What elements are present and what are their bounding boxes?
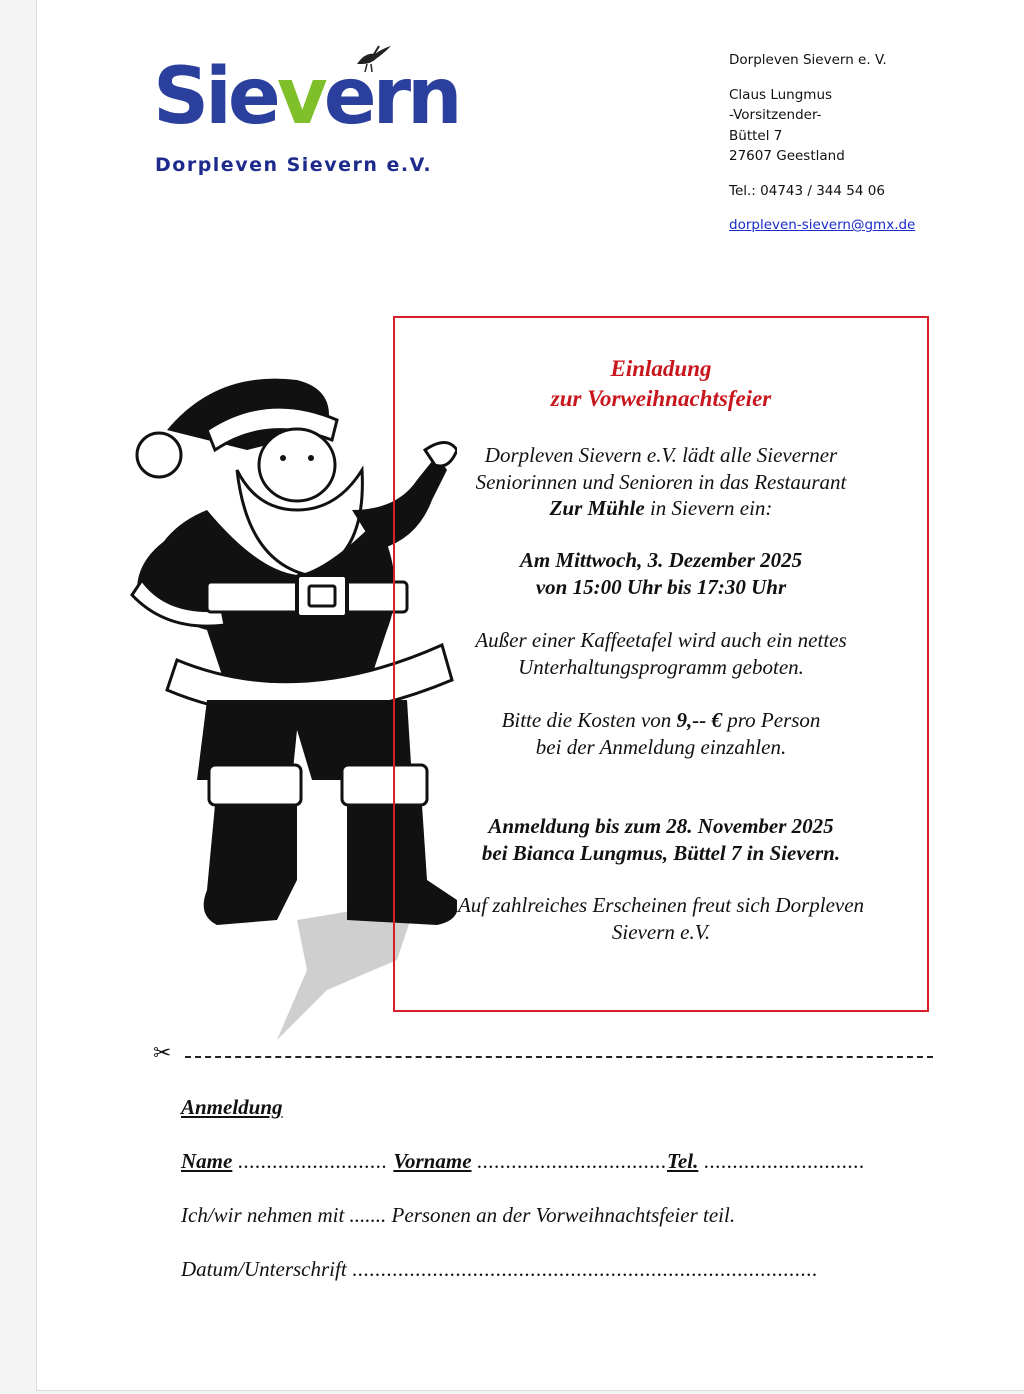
participants-line[interactable]: Ich/wir nehmen mit ....... Personen an der Vorweihnachtsfeier teil.: [181, 1203, 736, 1227]
signature-row: [181, 1257, 818, 1282]
address-street: Büttel 7: [729, 127, 783, 144]
cost-amount: 9,-- €: [676, 708, 723, 732]
vorname-label: Vorname: [393, 1149, 472, 1173]
event-date: Am Mittwoch, 3. Dezember 2025: [519, 548, 803, 572]
vorname-field[interactable]: .................................: [471, 1149, 668, 1173]
closing-text: Auf zahlreiches Erscheinen freut sich Dorpleven Sievern e.V.: [457, 893, 865, 944]
scissors-icon: ✂: [153, 1041, 172, 1066]
invitation-box: [393, 316, 929, 1012]
registration-deadline: Anmeldung bis zum 28. November 2025 bei Bianca Lungmus, Büttel 7 in Sievern.: [481, 814, 841, 865]
sender-address: [729, 50, 1009, 236]
tel-label: Tel.: [667, 1149, 699, 1173]
sievern-logo: [153, 34, 459, 184]
tel-field[interactable]: ............................: [698, 1149, 866, 1173]
address-phone: Tel.: 04743 / 344 54 06: [729, 182, 885, 199]
venue-name: Zur Mühle: [549, 496, 645, 520]
invitation-subtitle: zur Vorweihnachtsfeier: [550, 386, 772, 411]
dashed-divider: [185, 1056, 933, 1058]
address-role: -Vorsitzender-: [729, 107, 822, 123]
cut-line: [153, 1042, 933, 1066]
event-datetime: [395, 547, 927, 600]
participants-row: [181, 1203, 735, 1228]
cost-text: Bitte die Kosten von 9,-- € pro Person bei der Anmeldung einzahlen.: [501, 708, 821, 759]
address-name: Claus Lungmus: [729, 86, 833, 103]
signature-field[interactable]: .................................................................................: [346, 1257, 819, 1281]
address-org: Dorpleven Sievern e. V.: [729, 52, 887, 68]
invitation-intro: Dorpleven Sievern e.V. lädt alle Sieverner Seniorinnen und Senioren in das Restaurant Zur Mühle in Sievern ein:: [475, 443, 847, 520]
email-link[interactable]: dorpleven-sievern@gmx.de: [729, 217, 916, 233]
form-heading: Anmeldung: [181, 1095, 283, 1119]
logo-wordmark: Sievern: [153, 52, 459, 142]
name-row: [181, 1149, 865, 1174]
logo-subtitle: Dorpleven Sievern e.V.: [155, 154, 433, 176]
document-page: [36, 0, 1024, 1391]
invitation-title: Einladung: [610, 356, 712, 381]
name-field[interactable]: ..........................: [232, 1149, 394, 1173]
event-time: von 15:00 Uhr bis 17:30 Uhr: [535, 574, 787, 599]
address-city: 27607 Geestland: [729, 148, 845, 164]
program-text: Außer einer Kaffeetafel wird auch ein nettes Unterhaltungsprogramm geboten.: [475, 628, 847, 679]
invitation-content: [395, 354, 927, 414]
signature-label: Datum/Unterschrift: [181, 1257, 347, 1281]
name-label: Name: [181, 1149, 233, 1173]
